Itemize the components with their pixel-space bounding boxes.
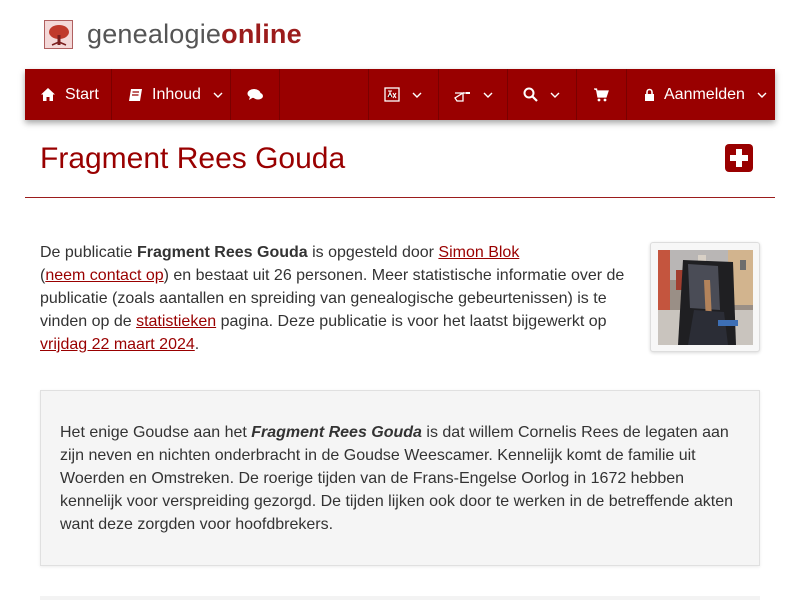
- brand-name: [87, 18, 302, 50]
- intro-text-1: De publicatie: [40, 244, 137, 261]
- nav-start-label: Start: [65, 85, 99, 103]
- tree-icon: [44, 20, 73, 49]
- main-navbar: [25, 69, 775, 120]
- intro-text-2: is opgesteld door: [307, 244, 439, 261]
- contact-link[interactable]: neem contact op: [45, 267, 164, 284]
- nav-login[interactable]: [627, 69, 775, 120]
- publication-intro: [40, 241, 640, 356]
- chevron-down-icon: [757, 92, 767, 98]
- nav-cart[interactable]: [577, 69, 627, 120]
- content-divider: [40, 596, 760, 600]
- nav-login-label: Aanmelden: [664, 85, 745, 103]
- cart-icon: [593, 88, 609, 102]
- search-icon: [523, 87, 538, 102]
- author-link[interactable]: Simon Blok: [438, 244, 520, 261]
- language-icon: [384, 87, 400, 102]
- nav-tools[interactable]: [439, 69, 508, 120]
- title-row: [25, 140, 775, 198]
- description-text-1: Het enige Goudse aan het: [60, 424, 252, 441]
- nav-inhoud[interactable]: [112, 69, 231, 120]
- updated-date-link[interactable]: vrijdag 22 maart 2024: [40, 336, 195, 353]
- intro-text-6: .: [194, 336, 200, 353]
- description-text: [60, 421, 745, 536]
- intro-text-5: pagina. Deze publicatie is voor het laatst bijgewerkt op: [216, 313, 607, 330]
- description-text-2: is dat willem Cornelis Rees de legaten aan zijn neven en nichten onderbracht in de Goudse Weescamer. Kennelijk komt de familie uit Woerden en Omstreken. De roerige tijden van de Frans-Engelse Oorlog in 1672 hebben kennelijk voor verspreiding gezorgd. De tijden lijken ook door te werken in de betreffende akten want deze zorgden voor hoofdbrekers.: [60, 424, 733, 533]
- brand-name-part2: online: [221, 19, 302, 49]
- nav-language[interactable]: [369, 69, 439, 120]
- nav-start[interactable]: [25, 69, 112, 120]
- chevron-down-icon: [483, 92, 493, 98]
- hand-pointer-icon: [454, 88, 471, 102]
- chevron-down-icon: [213, 92, 223, 98]
- nav-forum[interactable]: [231, 69, 280, 120]
- nav-search[interactable]: [508, 69, 577, 120]
- statistics-link[interactable]: statistieken: [136, 313, 217, 330]
- publication-name: Fragment Rees Gouda: [136, 244, 308, 261]
- brand-name-part1: genealogie: [87, 19, 222, 49]
- page-title: Fragment Rees Gouda: [40, 142, 346, 175]
- nav-inhoud-label: Inhoud: [152, 85, 201, 103]
- intro-text-4: ) en bestaat uit 26 personen. Meer statistische informatie over de publicatie (zoals aantallen en spreiding van genealogische gebeurtenissen) is te vinden op de: [40, 267, 625, 330]
- description-publication-name: Fragment Rees Gouda: [251, 424, 422, 441]
- comments-icon: [247, 88, 264, 102]
- plus-square-icon[interactable]: [725, 144, 753, 172]
- publication-description: [40, 390, 760, 566]
- book-icon: [128, 88, 143, 102]
- nav-spacer: [280, 69, 369, 120]
- chevron-down-icon: [412, 92, 422, 98]
- lock-icon: [644, 88, 655, 102]
- home-icon: [40, 87, 56, 102]
- site-brand[interactable]: [44, 18, 302, 50]
- intro-text-3: (: [40, 267, 46, 284]
- publication-thumbnail[interactable]: [650, 242, 760, 352]
- publication-photo: [658, 250, 753, 345]
- chevron-down-icon: [550, 92, 560, 98]
